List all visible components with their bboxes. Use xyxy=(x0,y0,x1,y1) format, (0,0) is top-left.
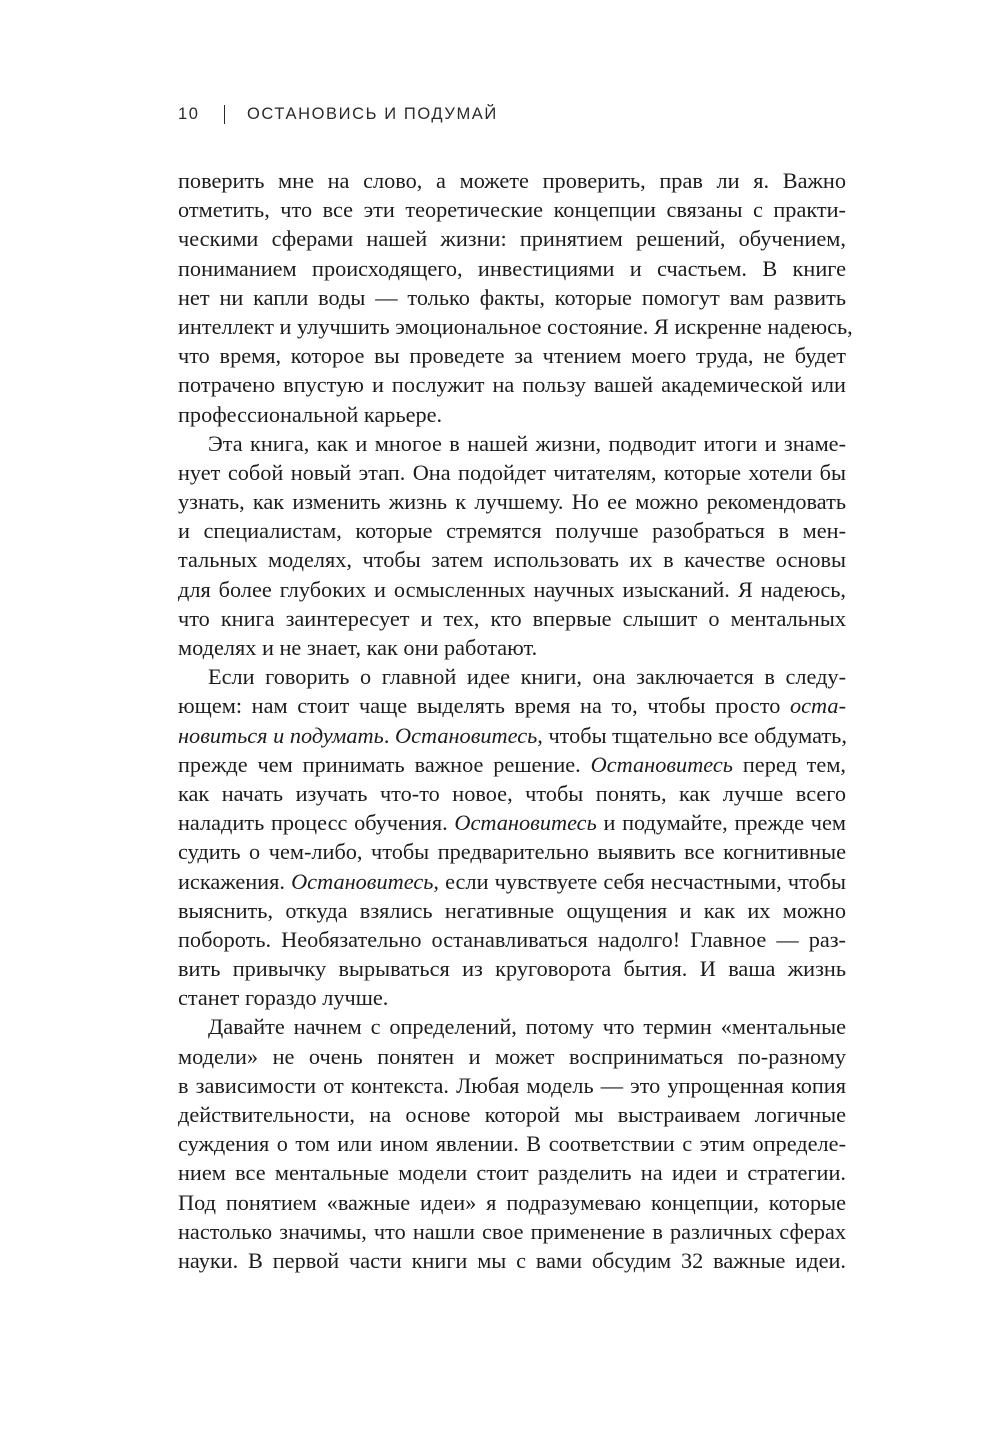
paragraph xyxy=(178,166,853,429)
text-line: модели» не очень понятен и может восприниматься по-разному xyxy=(178,1043,846,1069)
text-line: поверить мне на слово, а можете проверить, прав ли я. Важно xyxy=(178,168,846,193)
text-line: в зависимости от контекста. Любая модель — это упрощенная копия xyxy=(178,1072,846,1098)
text-line: настолько значимы, что нашли свое применение в различных сферах xyxy=(178,1218,846,1244)
text-run: и подумайте, прежде чем xyxy=(603,810,847,836)
text-line: интеллект и улучшить эмоциональное состояние. Я искренне надеюсь, xyxy=(178,313,853,339)
text-line: Под понятием «важные идеи» я подразумеваю концепции, которые xyxy=(178,1189,846,1215)
text-line: отметить, что все эти теоретические концепции связаны с практи- xyxy=(178,197,846,223)
emphasis-text: оста- xyxy=(790,693,846,719)
text-line: узнать, как изменить жизнь к лучшему. Но ее можно рекомендовать xyxy=(178,489,846,515)
text-line: искажения. Остановитесь, если чувствуете себя несчастными, чтобы xyxy=(178,868,846,894)
text-line xyxy=(178,750,846,779)
text-run: чтобы тщательно все обдумать, xyxy=(548,722,847,748)
paragraph xyxy=(178,662,846,1012)
paragraph xyxy=(178,1012,846,1275)
text-line: профессиональной карьере. xyxy=(178,401,443,427)
text-run: прежде чем принимать важное решение. xyxy=(178,751,581,777)
text-line: для более глубоких и осмысленных научных изысканий. Я надеюсь, xyxy=(178,576,846,602)
text-run: искажения. xyxy=(178,868,285,894)
text-line: станет гораздо лучше. xyxy=(178,985,389,1011)
text-line: вить привычку вырываться из круговорота бытия. И ваша жизнь xyxy=(178,956,846,982)
emphasis-text: Остановитесь xyxy=(590,751,733,777)
text-line: что время, которое вы проведете за чтением моего труда, не будет xyxy=(178,343,846,369)
emphasis-text: Остановитесь xyxy=(454,810,597,836)
text-line: моделях и не знает, как они работают. xyxy=(178,635,538,660)
text-line: новиться и подумать. Остановитесь, чтобы тщательно все обдумать, xyxy=(178,722,847,748)
paragraph xyxy=(178,429,846,663)
text-line: как начать изучать что-то новое, чтобы понять, как лучше всего xyxy=(178,780,846,806)
text-run: ющем: нам стоит чаще выделять время на то, чтобы просто xyxy=(178,693,781,719)
text-line: Эта книга, как и многое в нашей жизни, подводит итоги и знаме- xyxy=(208,430,846,456)
text-line: и специалистам, которые стремятся получше разобраться в мен- xyxy=(178,518,846,544)
emphasis-text: Остановитесь xyxy=(291,868,434,894)
text-line: нием все ментальные модели стоит разделить на идеи и стратегии. xyxy=(178,1160,846,1186)
running-header xyxy=(178,100,838,128)
text-line: выяснить, откуда взялись негативные ощущения и как их можно xyxy=(178,897,846,923)
text-line: что книга заинтересует и тех, кто впервые слышит о ментальных xyxy=(178,605,846,631)
book-title: ОСТАНОВИСЬ И ПОДУМАЙ xyxy=(246,104,498,123)
text-line: нует собой новый этап. Она подойдет читателям, которые хотели бы xyxy=(178,459,846,485)
text-line: Давайте начнем с определений, потому что термин «ментальные xyxy=(208,1014,846,1040)
text-line: судить о чем-либо, чтобы предварительно выявить все когнитивные xyxy=(178,839,846,865)
text-line: потрачено впустую и послужит на пользу вашей академической или xyxy=(178,372,846,398)
text-line: нет ни капли воды — только факты, которые помогут вам развить xyxy=(178,284,846,310)
text-run: если чувствуете себя несчастными, чтобы xyxy=(445,868,846,894)
text-run: перед тем, xyxy=(742,751,847,777)
text-line: пониманием происходящего, инвестициями и счастьем. В книге xyxy=(178,255,846,281)
body-text xyxy=(178,166,853,1275)
text-run: наладить процесс обучения. xyxy=(178,810,448,836)
text-line: ческими сферами нашей жизни: принятием решений, обучением, xyxy=(178,226,846,252)
header-separator xyxy=(224,105,225,124)
text-line: действительности, на основе которой мы выстраиваем логичные xyxy=(178,1102,846,1127)
text-line: тальных моделях, чтобы затем использовать их в качестве основы xyxy=(178,547,846,573)
text-line: суждения о том или ином явлении. В соответствии с этим определе- xyxy=(178,1131,846,1157)
text-line: науки. В первой части книги мы с вами обсудим 32 важные идеи. xyxy=(178,1247,846,1273)
emphasis-text: Остановитесь xyxy=(394,722,538,748)
text-line xyxy=(178,691,846,720)
text-line xyxy=(178,808,846,837)
emphasis-text: новиться и подумать xyxy=(178,722,384,748)
text-line: побороть. Необязательно останавливаться надолго! Главное — раз- xyxy=(178,926,846,952)
text-line: Если говорить о главной идее книги, она заключается в следу- xyxy=(208,664,846,690)
page-number: 10 xyxy=(178,104,200,123)
